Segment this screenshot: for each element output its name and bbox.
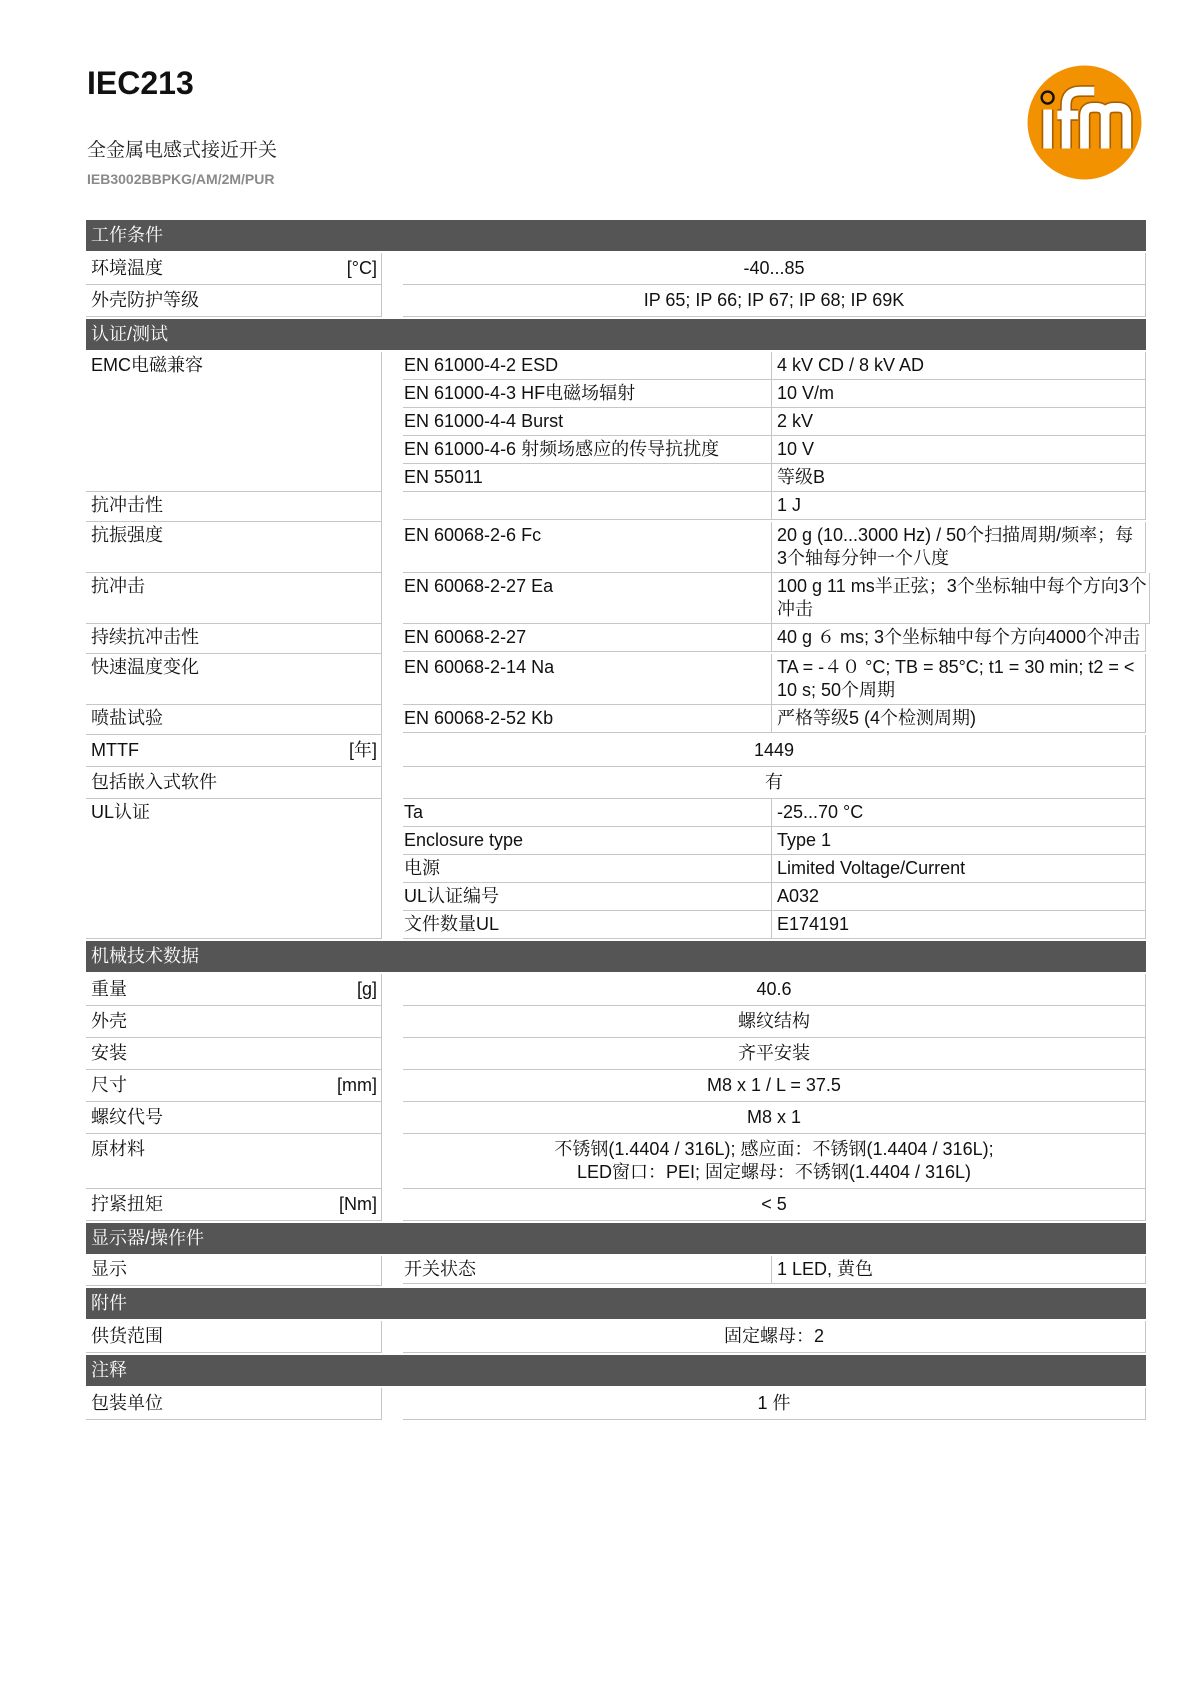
spec-row bbox=[86, 522, 1146, 573]
row-unit: [Nm] bbox=[339, 1194, 377, 1214]
row-value: < 5 bbox=[403, 1189, 1146, 1221]
spec-row bbox=[86, 1038, 1146, 1070]
row-label-cell bbox=[86, 1070, 382, 1102]
spec-row bbox=[86, 1388, 1146, 1420]
spec-row bbox=[86, 654, 1146, 705]
row-label: 包装单位 bbox=[91, 1393, 163, 1413]
section-header: 注释 bbox=[86, 1355, 1146, 1386]
row-label-cell bbox=[86, 654, 382, 705]
section-header: 工作条件 bbox=[86, 220, 1146, 251]
row-label-cell bbox=[86, 799, 382, 939]
sub-key: 电源 bbox=[403, 855, 772, 883]
sub-key: EN 60068-2-52 Kb bbox=[403, 705, 772, 733]
sub-value: 10 V bbox=[772, 436, 1146, 464]
row-label-cell bbox=[86, 735, 382, 767]
section-header: 认证/测试 bbox=[86, 319, 1146, 350]
ifm-logo bbox=[1027, 65, 1142, 180]
spec-row bbox=[86, 1134, 1146, 1189]
row-label-cell bbox=[86, 1388, 382, 1420]
sub-row bbox=[403, 436, 1146, 464]
spec-row bbox=[86, 253, 1146, 285]
row-label-cell bbox=[86, 1102, 382, 1134]
spec-table bbox=[86, 220, 1146, 1422]
sub-value: 1 J bbox=[772, 492, 1146, 520]
row-sub-table bbox=[403, 624, 1146, 654]
sub-row bbox=[403, 883, 1146, 911]
row-label: 螺纹代号 bbox=[91, 1107, 163, 1127]
spec-row bbox=[86, 974, 1146, 1006]
spec-row bbox=[86, 1006, 1146, 1038]
sub-value: 20 g (10...3000 Hz) / 50个扫描周期/频率；每 3个轴每分钟一个八度 bbox=[772, 522, 1146, 573]
row-label: 抗振强度 bbox=[91, 525, 163, 545]
row-label-cell bbox=[86, 1038, 382, 1070]
row-label-cell bbox=[86, 285, 382, 317]
sub-row bbox=[403, 827, 1146, 855]
row-value: 齐平安装 bbox=[403, 1038, 1146, 1070]
sub-value: 1 LED, 黄色 bbox=[772, 1256, 1146, 1284]
spec-row bbox=[86, 573, 1146, 624]
spec-section bbox=[86, 220, 1146, 317]
row-value: 1449 bbox=[403, 735, 1146, 767]
sub-value: Type 1 bbox=[772, 827, 1146, 855]
sub-row bbox=[403, 1256, 1146, 1284]
spec-section bbox=[86, 1288, 1146, 1353]
row-label-cell bbox=[86, 573, 382, 624]
part-number: IEB3002BBPKG/AM/2M/PUR bbox=[87, 171, 275, 187]
spec-row bbox=[86, 799, 1146, 939]
row-label: 供货范围 bbox=[91, 1326, 163, 1346]
sub-key: EN 60068-2-27 bbox=[403, 624, 772, 652]
row-label: 抗冲击 bbox=[91, 576, 145, 596]
row-label: EMC电磁兼容 bbox=[91, 355, 203, 375]
spec-row bbox=[86, 285, 1146, 317]
section-header: 附件 bbox=[86, 1288, 1146, 1319]
row-label-cell bbox=[86, 624, 382, 654]
sub-row bbox=[403, 624, 1146, 652]
sub-key: EN 61000-4-4 Burst bbox=[403, 408, 772, 436]
product-title: IEC213 bbox=[87, 65, 194, 101]
row-label: 环境温度 bbox=[91, 258, 163, 278]
spec-row bbox=[86, 705, 1146, 735]
row-label-cell bbox=[86, 767, 382, 799]
sub-row bbox=[403, 573, 1150, 624]
sub-key: EN 60068-2-6 Fc bbox=[403, 522, 772, 573]
sub-value: 严格等级5 (4个检测周期) bbox=[772, 705, 1146, 733]
sub-value: 等级B bbox=[772, 464, 1146, 492]
sub-key: EN 61000-4-2 ESD bbox=[403, 352, 772, 380]
row-label: 持续抗冲击性 bbox=[91, 627, 199, 647]
row-value: 固定螺母：2 bbox=[403, 1321, 1146, 1353]
row-label-cell bbox=[86, 492, 382, 522]
row-value: -40...85 bbox=[403, 253, 1146, 285]
row-unit: [mm] bbox=[337, 1075, 377, 1095]
row-label: UL认证 bbox=[91, 802, 151, 822]
sub-row bbox=[403, 855, 1146, 883]
sub-key bbox=[403, 492, 772, 520]
sub-key: Enclosure type bbox=[403, 827, 772, 855]
row-value: M8 x 1 bbox=[403, 1102, 1146, 1134]
sub-value: 2 kV bbox=[772, 408, 1146, 436]
row-label: 外壳防护等级 bbox=[91, 290, 199, 310]
spec-row bbox=[86, 1256, 1146, 1286]
sub-row bbox=[403, 380, 1146, 408]
row-sub-table bbox=[403, 492, 1146, 522]
row-label-cell bbox=[86, 1134, 382, 1189]
row-label-cell bbox=[86, 352, 382, 492]
row-unit: [°C] bbox=[346, 258, 377, 278]
row-value: 不锈钢(1.4404 / 316L); 感应面：不锈钢(1.4404 / 316L); LED窗口：PEI; 固定螺母：不锈钢(1.4404 / 316L) bbox=[403, 1134, 1146, 1189]
sub-value: A032 bbox=[772, 883, 1146, 911]
row-label-cell bbox=[86, 522, 382, 573]
row-value: 1 件 bbox=[403, 1388, 1146, 1420]
sub-key: EN 61000-4-6 射频场感应的传导抗扰度 bbox=[403, 436, 772, 464]
sub-value: 10 V/m bbox=[772, 380, 1146, 408]
row-sub-table bbox=[403, 1256, 1146, 1286]
spec-section bbox=[86, 941, 1146, 1221]
row-label-cell bbox=[86, 705, 382, 735]
row-label-cell bbox=[86, 253, 382, 285]
row-label-cell bbox=[86, 1321, 382, 1353]
row-value: 40.6 bbox=[403, 974, 1146, 1006]
sub-key: EN 61000-4-3 HF电磁场辐射 bbox=[403, 380, 772, 408]
sub-value: TA = -４０ °C; TB = 85°C; t1 = 30 min; t2 = < 10 s; 50个周期 bbox=[772, 654, 1146, 705]
row-sub-table bbox=[403, 654, 1146, 705]
sub-row bbox=[403, 522, 1146, 573]
sub-value: -25...70 °C bbox=[772, 799, 1146, 827]
row-sub-table bbox=[403, 799, 1146, 939]
row-sub-table bbox=[403, 522, 1146, 573]
row-value: IP 65; IP 66; IP 67; IP 68; IP 69K bbox=[403, 285, 1146, 317]
row-label: 包括嵌入式软件 bbox=[91, 772, 217, 792]
spec-row bbox=[86, 1102, 1146, 1134]
sub-row bbox=[403, 799, 1146, 827]
row-label-cell bbox=[86, 974, 382, 1006]
spec-row bbox=[86, 1189, 1146, 1221]
spec-row bbox=[86, 1321, 1146, 1353]
section-header: 机械技术数据 bbox=[86, 941, 1146, 972]
row-label-cell bbox=[86, 1189, 382, 1221]
row-label: 抗冲击性 bbox=[91, 495, 163, 515]
row-unit: [年] bbox=[348, 740, 377, 760]
row-value: 有 bbox=[403, 767, 1146, 799]
row-label: 拧紧扭矩 bbox=[91, 1194, 163, 1214]
row-label: 快速温度变化 bbox=[91, 657, 199, 677]
sub-key: EN 55011 bbox=[403, 464, 772, 492]
sub-value: E174191 bbox=[772, 911, 1146, 939]
row-label-cell bbox=[86, 1256, 382, 1286]
sub-row bbox=[403, 464, 1146, 492]
row-label: MTTF bbox=[91, 740, 139, 760]
row-label: 显示 bbox=[91, 1259, 127, 1279]
sub-value: 40 g ６ ms; 3个坐标轴中每个方向4000个冲击 bbox=[772, 624, 1146, 652]
sub-row bbox=[403, 408, 1146, 436]
sub-key: 开关状态 bbox=[403, 1256, 772, 1284]
row-label: 重量 bbox=[91, 979, 127, 999]
sub-row bbox=[403, 352, 1146, 380]
sub-value: Limited Voltage/Current bbox=[772, 855, 1146, 883]
row-sub-table bbox=[403, 705, 1146, 735]
sub-value: 100 g 11 ms半正弦；3个坐标轴中每个方向3个 冲击 bbox=[772, 573, 1150, 624]
sub-key: EN 60068-2-14 Na bbox=[403, 654, 772, 705]
section-header: 显示器/操作件 bbox=[86, 1223, 1146, 1254]
sub-value: 4 kV CD / 8 kV AD bbox=[772, 352, 1146, 380]
spec-row bbox=[86, 767, 1146, 799]
spec-row bbox=[86, 492, 1146, 522]
row-label: 尺寸 bbox=[91, 1075, 127, 1095]
sub-row bbox=[403, 705, 1146, 733]
ifm-logo-graphic bbox=[1027, 65, 1142, 180]
spec-section bbox=[86, 1355, 1146, 1420]
spec-row bbox=[86, 1070, 1146, 1102]
spec-row bbox=[86, 735, 1146, 767]
row-label: 喷盐试验 bbox=[91, 708, 163, 728]
sub-row bbox=[403, 492, 1146, 520]
row-label: 外壳 bbox=[91, 1011, 127, 1031]
row-label: 安装 bbox=[91, 1043, 127, 1063]
spec-row bbox=[86, 352, 1146, 492]
sub-row bbox=[403, 654, 1146, 705]
sub-key: 文件数量UL bbox=[403, 911, 772, 939]
spec-section bbox=[86, 1223, 1146, 1286]
row-sub-table bbox=[403, 352, 1146, 492]
row-label-cell bbox=[86, 1006, 382, 1038]
spec-row bbox=[86, 624, 1146, 654]
row-unit: [g] bbox=[356, 979, 377, 999]
row-value: M8 x 1 / L = 37.5 bbox=[403, 1070, 1146, 1102]
row-label: 原材料 bbox=[91, 1139, 145, 1159]
sub-key: UL认证编号 bbox=[403, 883, 772, 911]
row-sub-table bbox=[403, 573, 1150, 624]
sub-key: Ta bbox=[403, 799, 772, 827]
sub-key: EN 60068-2-27 Ea bbox=[403, 573, 772, 624]
product-description: 全金属电感式接近开关 bbox=[87, 140, 278, 161]
spec-section bbox=[86, 319, 1146, 939]
sub-row bbox=[403, 911, 1146, 939]
row-value: 螺纹结构 bbox=[403, 1006, 1146, 1038]
